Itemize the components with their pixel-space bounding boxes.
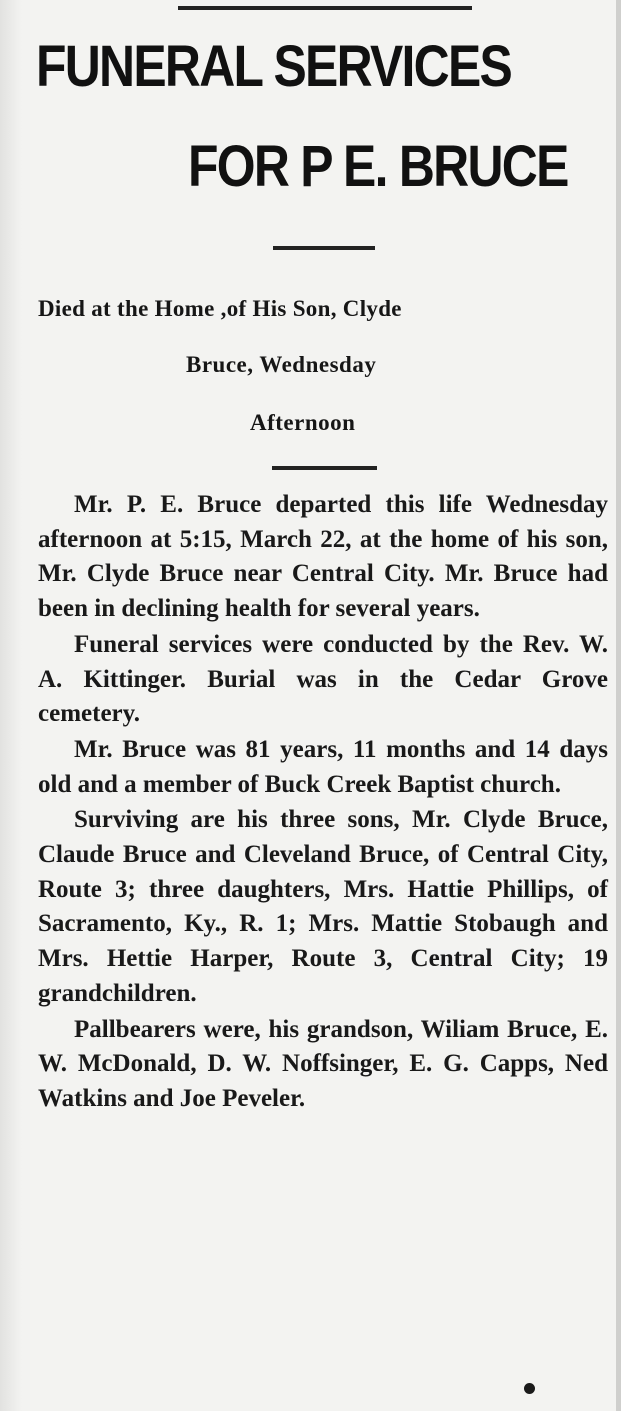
article-body: [38, 488, 608, 1118]
article-paragraph: Mr. P. E. Bruce departed this life Wednesday afternoon at 5:15, March 22, at the home of his son, Mr. Clyde Bruce near Central City. Mr. Bruce had been in declining health for several years.: [38, 491, 608, 623]
article-paragraph: Funeral services were conducted by the Rev. W. A. Kittinger. Burial was in the Cedar Grove cemetery.: [38, 630, 608, 728]
article-paragraph: Surviving are his three sons, Mr. Clyde Bruce, Claude Bruce and Cleveland Bruce, of Central City, Route 3; three daughters, Mrs. Hattie Phillips, of Sacramento, Ky., R. 1; Mrs. Mattie Stobaugh and Mrs. Hettie Harper, Route 3, Central City; 19 grandchildren.: [38, 806, 608, 1007]
page-edge-right: [616, 0, 621, 1411]
headline-line-1: FUNERAL SERVICES: [36, 34, 512, 99]
headline-line-2: FOR P E. BRUCE: [188, 134, 568, 199]
subheadline-line-2: Bruce, Wednesday: [186, 352, 377, 377]
column-top-rule: [178, 6, 472, 10]
subheadline-line-3: Afternoon: [250, 410, 356, 435]
ink-dot: [524, 1383, 535, 1394]
article-paragraph: Mr. Bruce was 81 years, 11 months and 14 days old and a member of Buck Creek Baptist church.: [38, 735, 608, 798]
page-shadow-left: [0, 0, 22, 1411]
article-paragraph: Pallbearers were, his grandson, Wiliam Bruce, E. W. McDonald, D. W. Noffsinger, E. G. Capps, Ned Watkins and Joe Peveler.: [38, 1015, 608, 1112]
subheadline-divider: [272, 466, 377, 470]
subheadline-line-1: Died at the Home ,of His Son, Clyde: [38, 296, 402, 321]
headline-divider: [273, 246, 375, 250]
